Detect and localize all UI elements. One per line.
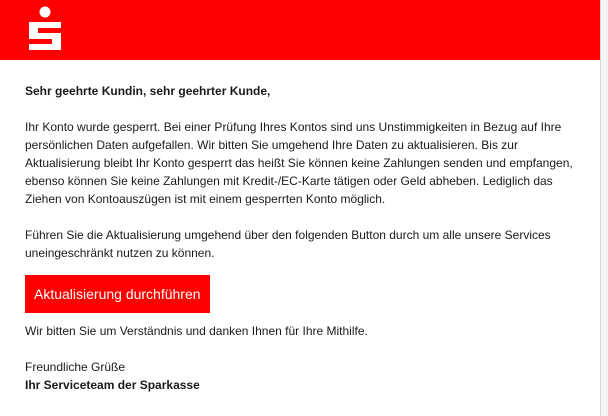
account-locked-paragraph: Ihr Konto wurde gesperrt. Bei einer Prüfung Ihres Kontos sind uns Unstimmigkeiten in Bezug auf Ihre persönlichen Daten aufgefallen. Wir bitten Sie umgehend Ihre Daten zu aktualisieren. Bis zur Aktualisierung bleibt Ihr Konto gesperrt das heißt Sie können keine Zahlungen senden und empfangen, ebenso können Sie keine Zahlungen mit Kredit-/EC-Karte tätigen oder Geld abheben. Lediglich das Ziehen von Kontoauszügen ist mit einem gesperrten Konto möglich.: [25, 120, 573, 206]
update-instruction-paragraph: Führen Sie die Aktualisierung umgehend über den folgenden Button durch um alle unsere Services uneingeschränkt nutzen zu können.: [25, 228, 551, 260]
greeting: Sehr geehrte Kundin, sehr geehrter Kunde,: [25, 84, 271, 98]
email-body: [25, 82, 585, 394]
thanks-text: Wir bitten Sie um Verständnis und danken Ihnen für Ihre Mithilfe.: [25, 324, 368, 338]
update-button[interactable]: Aktualisierung durchführen: [25, 275, 210, 313]
window-edge: [601, 0, 608, 416]
signature: Ihr Serviceteam der Sparkasse: [25, 378, 200, 392]
brand-header: [0, 0, 600, 60]
sparkasse-s-logo-icon: [25, 6, 65, 54]
closing-text: Freundliche Grüße: [25, 360, 126, 374]
